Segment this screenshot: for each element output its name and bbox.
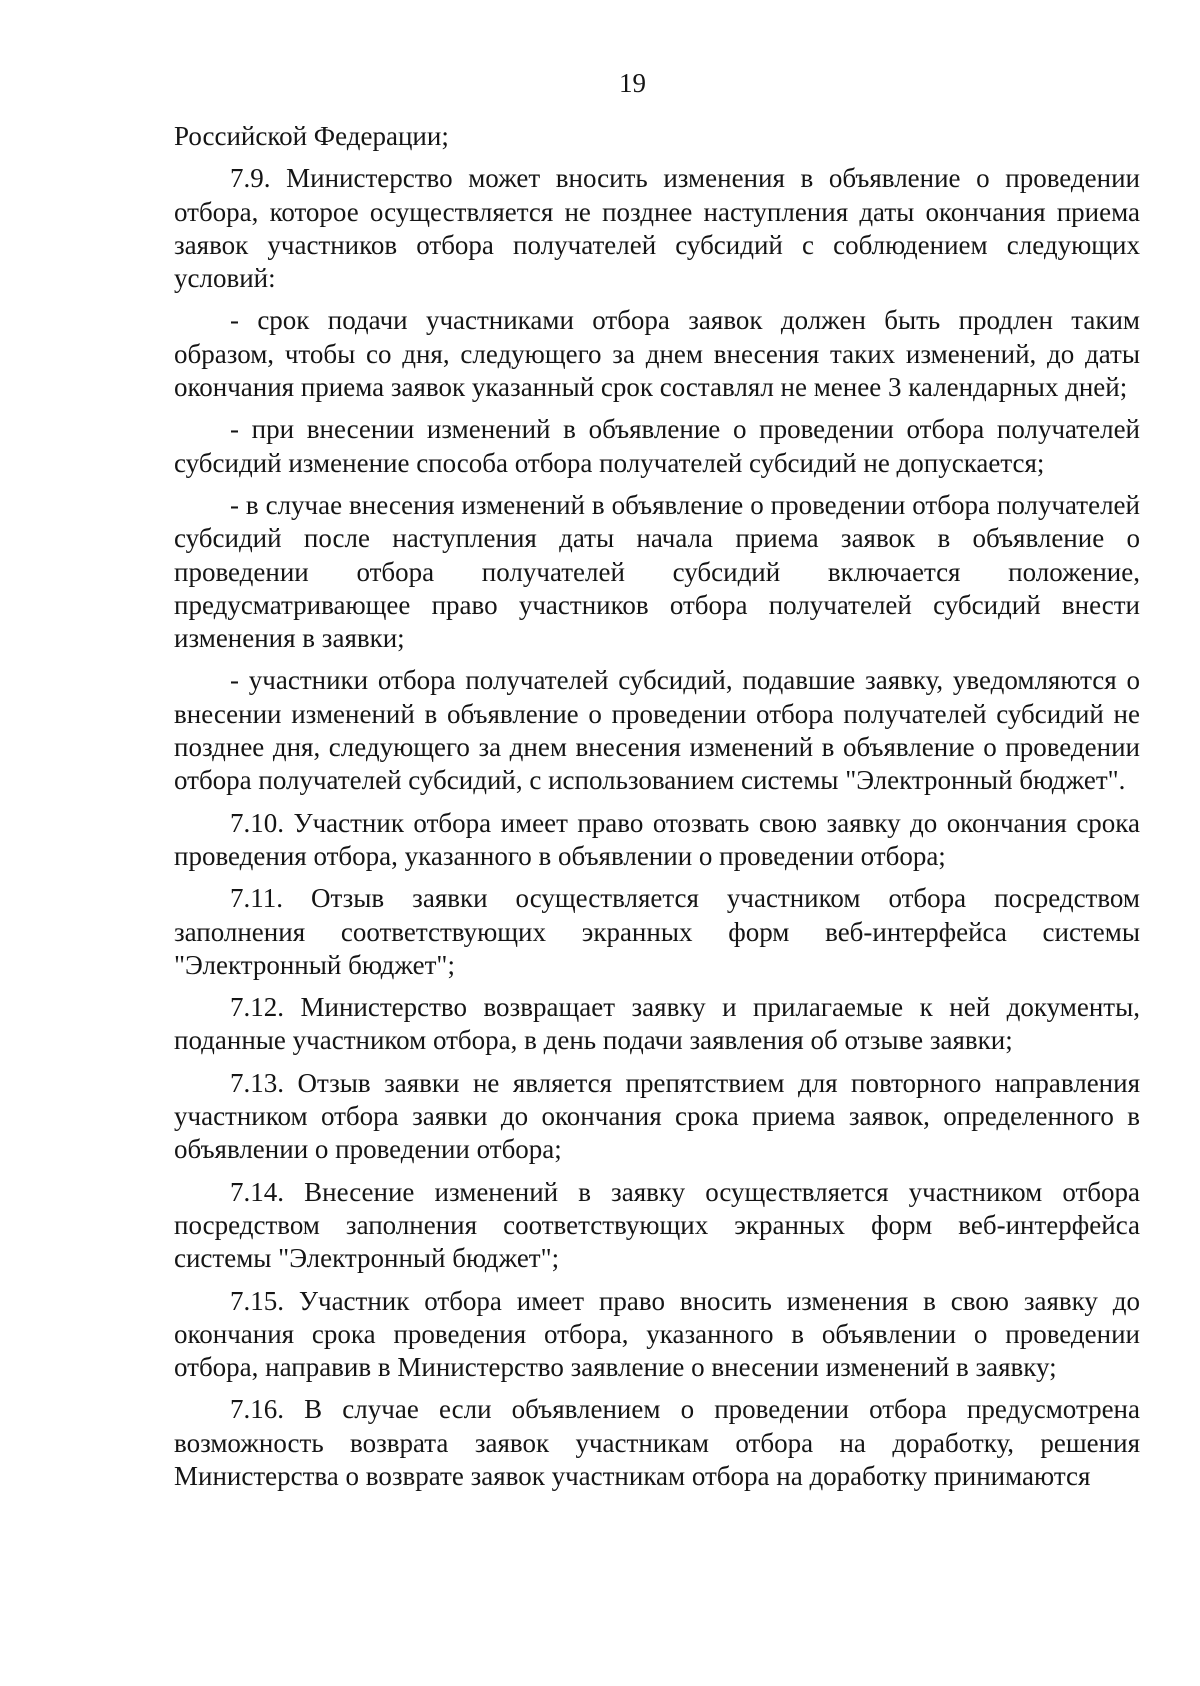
list-item-notification: - участники отбора получателей субсидий, подавшие заявку, уведомляются о внесении изменений в объявление о проведении отбора получателей субсидий не позднее дня, следующего за днем внесения изменений в объявление о проведении отбора получателей субсидий, с использованием системы "Электронный бюджет". bbox=[174, 665, 1140, 796]
paragraph-7-9: 7.9. Министерство может вносить изменения в объявление о проведении отбора, которое осуществляется не позднее наступления даты окончания приема заявок участников отбора получателей субсидий с соблюдением следующих условий: bbox=[174, 163, 1140, 294]
paragraph-7-13: 7.13. Отзыв заявки не является препятствием для повторного направления участником отбора заявки до окончания срока приема заявок, определенного в объявлении о проведении отбора; bbox=[174, 1067, 1140, 1165]
paragraph-7-16: 7.16. В случае если объявлением о проведении отбора предусмотрена возможность возврата заявок участникам отбора на доработку, решения Министерства о возврате заявок участникам отбора на доработку принимаются bbox=[174, 1394, 1140, 1491]
paragraph-7-11: 7.11. Отзыв заявки осуществляется участником отбора посредством заполнения соответствующих экранных форм веб-интерфейса системы "Электронный бюджет"; bbox=[174, 883, 1140, 980]
list-item-deadline-extension: - срок подачи участниками отбора заявок должен быть продлен таким образом, чтобы со дня, следующего за днем внесения таких изменений, до даты окончания приема заявок указанный срок составлял не менее 3 календарных дней; bbox=[174, 305, 1140, 403]
list-item-selection-method: - при внесении изменений в объявление о проведении отбора получателей субсидий изменение способа отбора получателей субсидий не допускается; bbox=[174, 414, 1140, 478]
paragraph-7-10: 7.10. Участник отбора имеет право отозвать свою заявку до окончания срока проведения отбора, указанного в объявлении о проведении отбора; bbox=[174, 807, 1140, 871]
paragraph-continuation: Российской Федерации; bbox=[174, 121, 449, 151]
document-body bbox=[174, 120, 1140, 1502]
paragraph-7-15: 7.15. Участник отбора имеет право вносить изменения в свою заявку до окончания срока проведения отбора, указанного в объявлении о проведении отбора, направив в Министерство заявление о внесении изменений в заявку; bbox=[174, 1285, 1140, 1383]
page-number: 19 bbox=[619, 68, 646, 98]
paragraph-7-12: 7.12. Министерство возвращает заявку и прилагаемые к ней документы, поданные участником отбора, в день подачи заявления об отзыве заявки; bbox=[174, 992, 1140, 1056]
list-item-amend-applications: - в случае внесения изменений в объявление о проведении отбора получателей субсидий после наступления даты начала приема заявок в объявление о проведении отбора получателей субсидий включается положение, предусматривающее право участников отбора получателей субсидий внести изменения в заявки; bbox=[174, 489, 1140, 654]
paragraph-7-14: 7.14. Внесение изменений в заявку осуществляется участником отбора посредством заполнения соответствующих экранных форм веб-интерфейса системы "Электронный бюджет"; bbox=[174, 1176, 1140, 1274]
